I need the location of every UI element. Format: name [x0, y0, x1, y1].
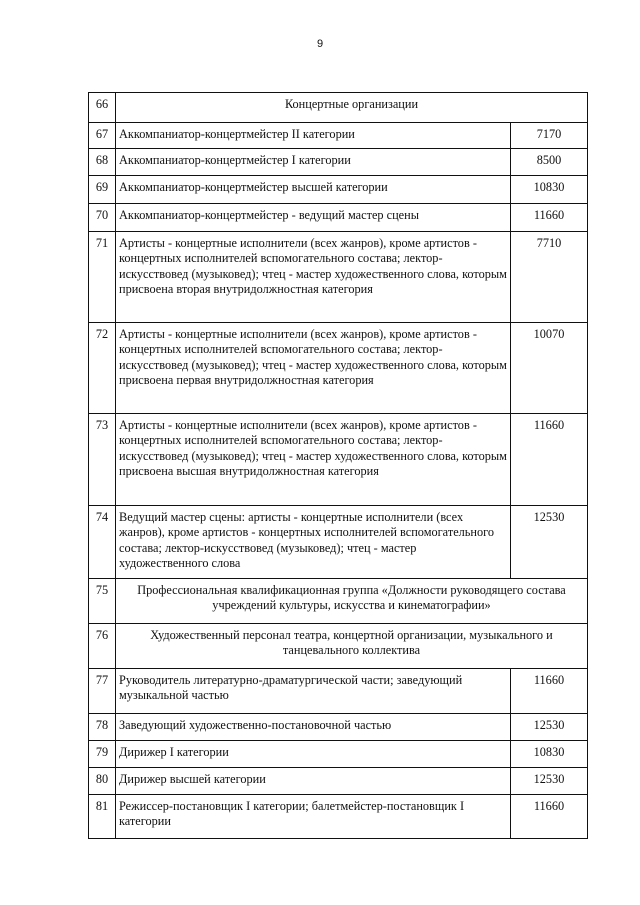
table-row	[89, 741, 588, 768]
row-number: 70	[89, 204, 116, 232]
row-number: 80	[89, 768, 116, 795]
position-name: Артисты - концертные исполнители (всех жанров), кроме артистов - концертных исполнителей вспомогательного состава; лектор-искусствовед (музыковед); чтец - мастер художественного слова, которым присвоена первая внутридолжностная категория	[116, 323, 511, 414]
row-number: 68	[89, 149, 116, 176]
table-row	[89, 323, 588, 414]
table-row	[89, 123, 588, 149]
position-name: Режиссер-постановщик I категории; балетмейстер-постановщик I категории	[116, 795, 511, 839]
salary-value: 11660	[511, 795, 588, 839]
table-row	[89, 768, 588, 795]
table-row	[89, 579, 588, 624]
salary-value: 12530	[511, 506, 588, 579]
row-number: 67	[89, 123, 116, 149]
position-name: Аккомпаниатор-концертмейстер II категории	[116, 123, 511, 149]
salary-table	[88, 92, 588, 839]
salary-value: 10830	[511, 741, 588, 768]
row-number: 69	[89, 176, 116, 204]
salary-value: 12530	[511, 714, 588, 741]
table-row	[89, 714, 588, 741]
table-row	[89, 232, 588, 323]
section-heading: Концертные организации	[116, 93, 588, 123]
table-row	[89, 204, 588, 232]
salary-value: 11660	[511, 414, 588, 506]
row-number: 79	[89, 741, 116, 768]
position-name: Аккомпаниатор-концертмейстер - ведущий мастер сцены	[116, 204, 511, 232]
row-number: 76	[89, 624, 116, 669]
position-name: Аккомпаниатор-концертмейстер высшей категории	[116, 176, 511, 204]
section-heading: Профессиональная квалификационная группа «Должности руководящего состава учреждений культуры, искусства и кинематографии»	[116, 579, 588, 624]
position-name: Ведущий мастер сцены: артисты - концертные исполнители (всех жанров), кроме артистов - концертных исполнителей вспомогательного состава; лектор-искусствовед (музыковед); чтец - мастер художественного слова	[116, 506, 511, 579]
position-name: Артисты - концертные исполнители (всех жанров), кроме артистов - концертных исполнителей вспомогательного состава; лектор-искусствовед (музыковед); чтец - мастер художественного слова, которым присвоена высшая внутридолжностная категория	[116, 414, 511, 506]
row-number: 77	[89, 669, 116, 714]
row-number: 74	[89, 506, 116, 579]
position-name: Дирижер высшей категории	[116, 768, 511, 795]
row-number: 73	[89, 414, 116, 506]
table-row	[89, 669, 588, 714]
salary-value: 7710	[511, 232, 588, 323]
page-number: 9	[316, 38, 324, 50]
table-row	[89, 624, 588, 669]
row-number: 72	[89, 323, 116, 414]
row-number: 75	[89, 579, 116, 624]
position-name: Руководитель литературно-драматургической части; заведующий музыкальной частью	[116, 669, 511, 714]
salary-value: 11660	[511, 669, 588, 714]
row-number: 81	[89, 795, 116, 839]
table-row	[89, 506, 588, 579]
row-number: 71	[89, 232, 116, 323]
salary-value: 12530	[511, 768, 588, 795]
table-row	[89, 93, 588, 123]
position-name: Дирижер I категории	[116, 741, 511, 768]
table-row	[89, 414, 588, 506]
salary-value: 8500	[511, 149, 588, 176]
position-name: Артисты - концертные исполнители (всех жанров), кроме артистов - концертных исполнителей вспомогательного состава; лектор-искусствовед (музыковед); чтец - мастер художественного слова, которым присвоена вторая внутридолжностная категория	[116, 232, 511, 323]
salary-value: 10070	[511, 323, 588, 414]
position-name: Заведующий художественно-постановочной частью	[116, 714, 511, 741]
table-row	[89, 176, 588, 204]
table-row	[89, 149, 588, 176]
row-number: 78	[89, 714, 116, 741]
salary-value: 10830	[511, 176, 588, 204]
section-heading: Художественный персонал театра, концертной организации, музыкального и танцевального коллектива	[116, 624, 588, 669]
position-name: Аккомпаниатор-концертмейстер I категории	[116, 149, 511, 176]
row-number: 66	[89, 93, 116, 123]
salary-value: 7170	[511, 123, 588, 149]
table-row	[89, 795, 588, 839]
salary-value: 11660	[511, 204, 588, 232]
